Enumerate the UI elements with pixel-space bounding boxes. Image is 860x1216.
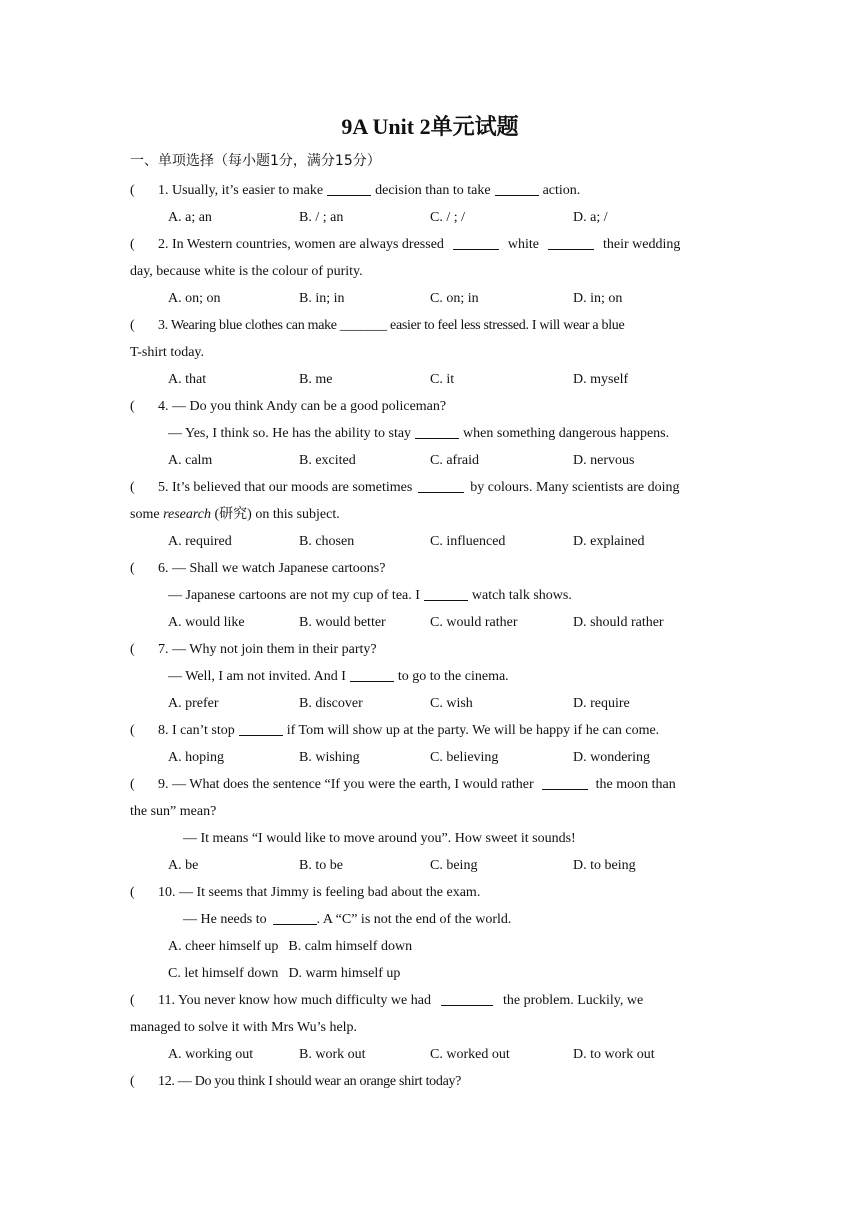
option-d[interactable]: D. require [573, 696, 630, 711]
option-c[interactable]: C. on; in [430, 291, 479, 306]
question-list [130, 177, 732, 1095]
options-row [130, 447, 732, 474]
question-7: ( 7. — Why not join them in their party? [130, 642, 377, 657]
option-b[interactable]: B. to be [299, 858, 343, 873]
question-3: ( 3. Wearing blue clothes can make _______ easier to feel less stressed. I will wear a blue [130, 318, 625, 333]
option-c[interactable]: C. wish [430, 696, 473, 711]
option-b[interactable]: B. wishing [299, 750, 360, 765]
option-d[interactable]: D. in; on [573, 291, 623, 306]
option-b[interactable]: B. / ; an [299, 210, 344, 225]
options-row [130, 366, 732, 393]
option-a[interactable]: A. required [168, 534, 232, 549]
option-b[interactable]: B. would better [299, 615, 386, 630]
option-d[interactable]: D. explained [573, 534, 645, 549]
option-c[interactable]: C. would rather [430, 615, 518, 630]
option-c[interactable]: C. believing [430, 750, 499, 765]
option-a[interactable]: A. cheer himself up [168, 939, 279, 954]
option-a[interactable]: A. that [168, 372, 207, 387]
question-6-reply: — Japanese cartoons are not my cup of tea. I watch talk shows. [130, 582, 732, 609]
options-row [130, 204, 732, 231]
answer-blank[interactable] [350, 666, 394, 682]
answer-blank[interactable] [441, 990, 493, 1006]
answer-blank[interactable] [495, 180, 539, 196]
question-8: ( 8. I can’t stop if Tom will show up at the party. We will be happy if he can come. [130, 717, 732, 744]
question-11: ( 11. You never know how much difficulty we had the problem. Luckily, we [130, 987, 732, 1014]
options-row [130, 690, 732, 717]
question-9: ( 9. — What does the sentence “If you were the earth, I would rather the moon than [130, 771, 732, 798]
answer-blank[interactable] [273, 909, 317, 925]
option-d[interactable]: D. to being [573, 858, 636, 873]
answer-blank[interactable] [453, 234, 499, 250]
option-c[interactable]: C. / ; / [430, 210, 466, 225]
options-row [130, 609, 732, 636]
option-b[interactable]: B. calm himself down [288, 939, 413, 954]
option-b[interactable]: B. in; in [299, 291, 345, 306]
answer-blank[interactable] [418, 477, 464, 493]
question-10-reply: — He needs to . A “C” is not the end of the world. [130, 906, 732, 933]
question-4: ( 4. — Do you think Andy can be a good policeman? [130, 399, 447, 414]
options-row [130, 528, 732, 555]
options-row [130, 960, 732, 987]
option-c[interactable]: C. it [430, 372, 455, 387]
options-row [130, 933, 732, 960]
option-a[interactable]: A. prefer [168, 696, 219, 711]
question-1: ( 1. Usually, it’s easier to make decision than to take action. [130, 177, 732, 204]
option-c[interactable]: C. let himself down [168, 966, 279, 981]
question-6: ( 6. — Shall we watch Japanese cartoons? [130, 561, 386, 576]
question-5: ( 5. It’s believed that our moods are sometimes by colours. Many scientists are doing [130, 474, 732, 501]
question-4-reply: — Yes, I think so. He has the ability to stay when something dangerous happens. [130, 420, 732, 447]
option-b[interactable]: B. chosen [299, 534, 355, 549]
question-9-reply: — It means “I would like to move around you”. How sweet it sounds! [183, 831, 576, 846]
option-b[interactable]: B. me [299, 372, 333, 387]
option-a[interactable]: A. would like [168, 615, 245, 630]
answer-blank[interactable] [424, 585, 468, 601]
option-a[interactable]: A. working out [168, 1047, 254, 1062]
answer-blank[interactable] [415, 423, 459, 439]
option-a[interactable]: A. hoping [168, 750, 224, 765]
option-d[interactable]: D. nervous [573, 453, 635, 468]
options-row [130, 285, 732, 312]
options-row [130, 852, 732, 879]
option-c[interactable]: C. being [430, 858, 478, 873]
option-d[interactable]: D. warm himself up [288, 966, 401, 981]
options-row [130, 1041, 732, 1068]
option-b[interactable]: B. work out [299, 1047, 366, 1062]
option-c[interactable]: C. afraid [430, 453, 479, 468]
options-row [130, 744, 732, 771]
question-9-continued: the sun” mean? [130, 804, 217, 819]
answer-blank[interactable] [548, 234, 594, 250]
option-a[interactable]: A. on; on [168, 291, 221, 306]
option-c[interactable]: C. worked out [430, 1047, 510, 1062]
page-title: 9A Unit 2单元试题 [341, 114, 519, 139]
question-7-reply: — Well, I am not invited. And I to go to the cinema. [130, 663, 732, 690]
option-c[interactable]: C. influenced [430, 534, 506, 549]
section-heading: 一、单项选择（每小题1分，满分15分） [130, 153, 381, 169]
question-3-continued: T-shirt today. [130, 345, 205, 360]
option-a[interactable]: A. be [168, 858, 199, 873]
question-12: ( 12. — Do you think I should wear an orange shirt today? [130, 1074, 462, 1089]
option-d[interactable]: D. wondering [573, 750, 650, 765]
question-2-continued: day, because white is the colour of purity. [130, 264, 363, 279]
option-a[interactable]: A. a; an [168, 210, 212, 225]
option-d[interactable]: D. to work out [573, 1047, 655, 1062]
question-10: ( 10. — It seems that Jimmy is feeling bad about the exam. [130, 885, 481, 900]
option-d[interactable]: D. myself [573, 372, 629, 387]
question-11-continued: managed to solve it with Mrs Wu’s help. [130, 1020, 358, 1035]
option-d[interactable]: D. a; / [573, 210, 608, 225]
option-b[interactable]: B. excited [299, 453, 356, 468]
answer-blank[interactable] [239, 720, 283, 736]
option-a[interactable]: A. calm [168, 453, 213, 468]
option-d[interactable]: D. should rather [573, 615, 664, 630]
answer-blank[interactable] [542, 774, 588, 790]
option-b[interactable]: B. discover [299, 696, 363, 711]
question-2: ( 2. In Western countries, women are always dressed white their wedding [130, 231, 732, 258]
question-5-continued: some research (研究) on this subject. [130, 507, 340, 522]
answer-blank[interactable] [327, 180, 371, 196]
